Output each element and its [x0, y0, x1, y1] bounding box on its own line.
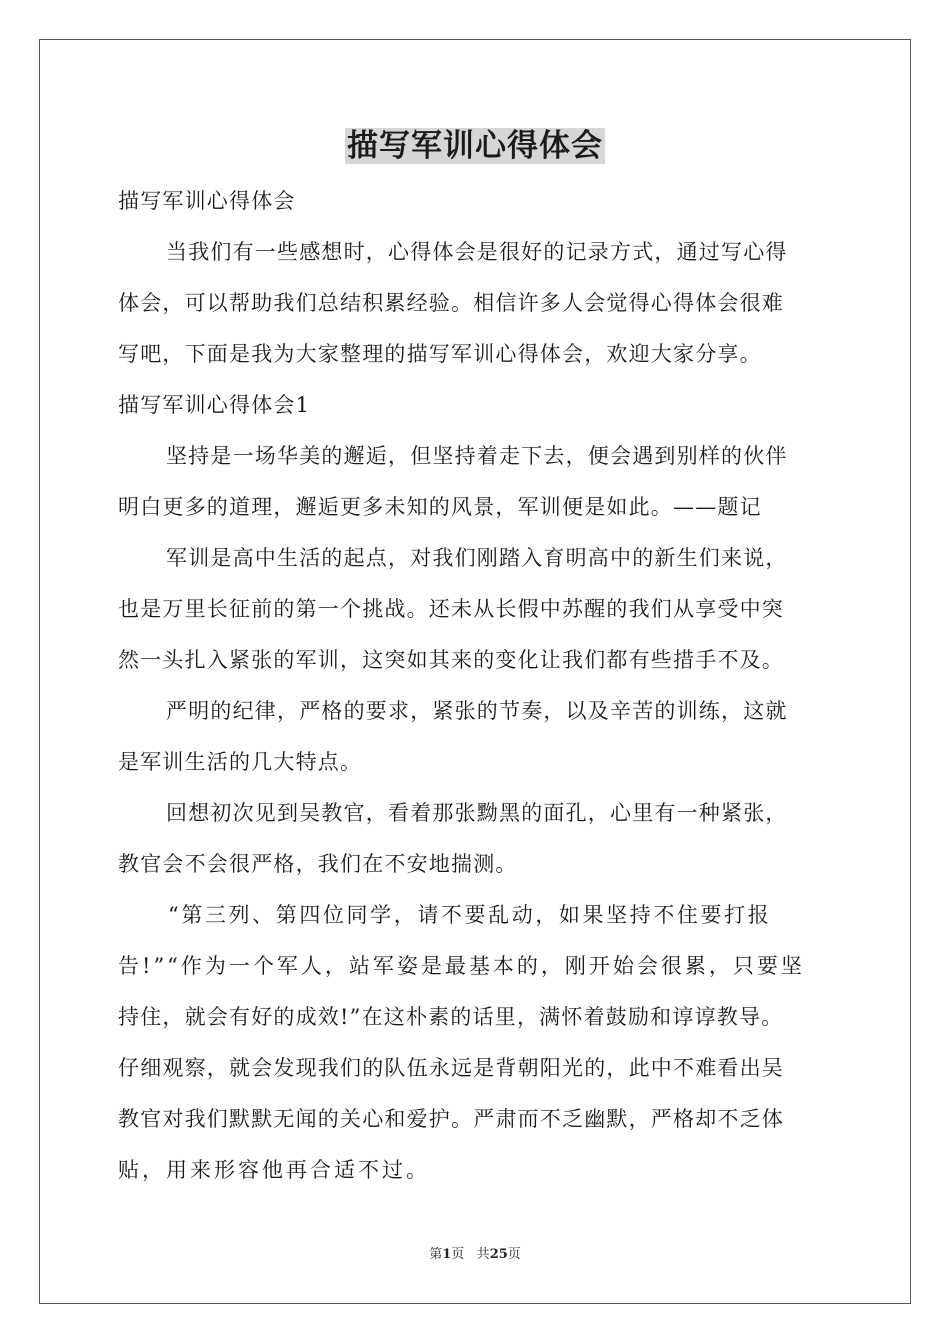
paragraph-line: 持住，就会有好的成效!”在这朴素的话里，满怀着鼓励和谆谆教导。 [118, 1005, 784, 1029]
paragraph-line: 教官对我们默默无闻的关心和爱护。严肃而不乏幽默，严格却不乏体 [118, 1107, 784, 1131]
paragraph-line: 明白更多的道理，邂逅更多未知的风景，军训便是如此。——题记 [118, 495, 762, 519]
document-body [118, 176, 836, 1196]
paragraph-line: 体会，可以帮助我们总结积累经验。相信许多人会觉得心得体会很难 [118, 291, 784, 315]
total-page-count: 25 [489, 1247, 508, 1262]
footer-prefix: 第 [429, 1247, 443, 1262]
document-title-text: 描写军训心得体会 [347, 128, 603, 164]
paragraph-line: 写吧，下面是我为大家整理的描写军训心得体会，欢迎大家分享。 [118, 342, 762, 366]
paragraph-line: 仔细观察，就会发现我们的队伍永远是背朝阳光的，此中不难看出吴 [118, 1056, 784, 1080]
paragraph-line: 军训是高中生活的起点，对我们刚踏入育明高中的新生们来说， [166, 546, 788, 570]
paragraph-line: 也是万里长征前的第一个挑战。还未从长假中苏醒的我们从享受中突 [118, 597, 784, 621]
section-heading: 描写军训心得体会 [118, 189, 296, 213]
footer-page-suffix: 页 [451, 1247, 465, 1262]
paragraph-line: 坚持是一场华美的邂逅，但坚持着走下去，便会遇到别样的伙伴 [166, 444, 788, 468]
paragraph-line: 是军训生活的几大特点。 [118, 750, 363, 774]
paragraph-line: 贴，用来形容他再合适不过。 [118, 1158, 430, 1182]
paragraph-line: 然一头扎入紧张的军训，这突如其来的变化让我们都有些措手不及。 [118, 648, 784, 672]
paragraph-line: “第三列、第四位同学，请不要乱动，如果坚持不住要打报 [168, 903, 772, 927]
paragraph-line: 教官会不会很严格，我们在不安地揣测。 [118, 852, 518, 876]
document-title [0, 124, 950, 168]
paragraph-line: 告!”“作为一个军人，站军姿是最基本的，刚开始会很累，只要坚 [118, 954, 805, 978]
footer-total-prefix: 共 [476, 1247, 490, 1262]
footer-total-suffix: 页 [507, 1247, 521, 1262]
section-heading: 描写军训心得体会1 [118, 393, 311, 417]
page-footer [0, 1246, 950, 1264]
current-page-number: 1 [442, 1247, 452, 1262]
paragraph-line: 回想初次见到吴教官，看着那张黝黑的面孔，心里有一种紧张， [166, 801, 788, 825]
paragraph-line: 严明的纪律，严格的要求，紧张的节奏，以及辛苦的训练，这就 [166, 699, 788, 723]
paragraph-line: 当我们有一些感想时，心得体会是很好的记录方式，通过写心得 [166, 240, 788, 264]
